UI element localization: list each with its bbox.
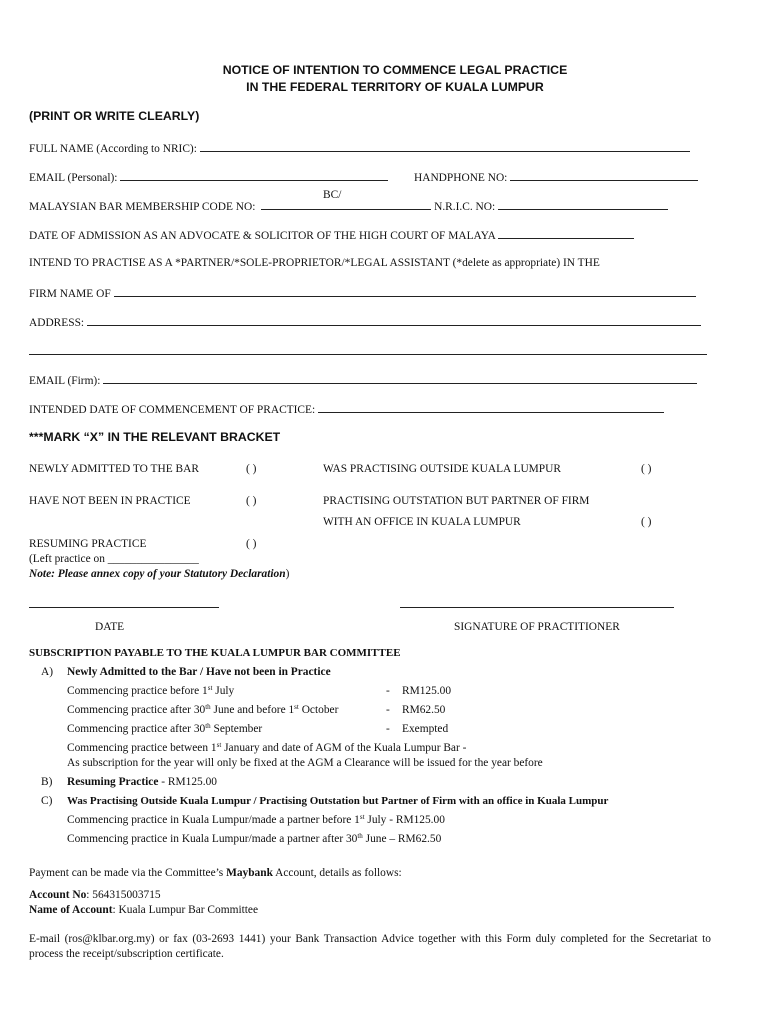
- not-in-practice-bracket[interactable]: ( ): [246, 495, 257, 507]
- email-personal-row: [29, 170, 388, 184]
- handphone-label: HANDPHONE NO:: [414, 172, 508, 184]
- section-b-amount: - RM125.00: [158, 776, 217, 788]
- statutory-note-text: Note: Please annex copy of your Statutory Declaration: [29, 568, 286, 580]
- address-row: [29, 315, 701, 329]
- fee-row: [67, 685, 527, 697]
- account-name-value: : Kuala Lumpur Bar Committee: [112, 904, 259, 916]
- bank-name: Maybank: [226, 867, 273, 879]
- intended-date-row: [29, 402, 664, 416]
- resuming-bracket[interactable]: ( ): [246, 538, 257, 550]
- intended-date-label: INTENDED DATE OF COMMENCEMENT OF PRACTICE:: [29, 404, 316, 416]
- date-label: DATE: [95, 621, 125, 633]
- account-no-row: [29, 889, 161, 901]
- resuming-label: RESUMING PRACTICE: [29, 538, 147, 550]
- membership-line[interactable]: [261, 199, 431, 210]
- form-title-line1: NOTICE OF INTENTION TO COMMENCE LEGAL PRACTICE: [222, 63, 568, 77]
- fee-row-amount: Exempted: [402, 723, 449, 735]
- payment-line: Payment can be made via the Committee’s Maybank Account, details as follows:: [29, 867, 402, 879]
- email-personal-label: EMAIL (Personal):: [29, 172, 118, 184]
- section-c-row-1: Commencing practice in Kuala Lumpur/made a partner before 1st July - RM125.00: [67, 813, 445, 826]
- statutory-note: [29, 568, 289, 580]
- admission-row: [29, 228, 634, 242]
- intend-statement: INTEND TO PRACTISE AS A *PARTNER/*SOLE-PROPRIETOR/*LEGAL ASSISTANT (*delete as appropriate) IN THE: [29, 257, 600, 269]
- outstation-label-1: PRACTISING OUTSTATION BUT PARTNER OF FIRM: [323, 495, 590, 507]
- agm-line-1: Commencing practice between 1st January and date of AGM of the Kuala Lumpur Bar -: [67, 741, 467, 754]
- nric-line[interactable]: [498, 199, 668, 210]
- full-name-row: [29, 141, 690, 155]
- mark-x-heading: ***MARK “X” IN THE RELEVANT BRACKET: [29, 430, 281, 444]
- agm-line-2: As subscription for the year will only be fixed at the AGM a Clearance will be issued for the year before: [67, 757, 543, 769]
- section-b-title: Resuming Practice: [67, 776, 159, 788]
- not-in-practice-label: HAVE NOT BEEN IN PRACTICE: [29, 495, 191, 507]
- membership-row: [29, 199, 668, 213]
- date-signature-line[interactable]: [29, 607, 219, 608]
- fee-row-desc: Commencing practice before 1st July: [67, 684, 235, 697]
- fee-row: [67, 723, 527, 735]
- section-a-title: Newly Admitted to the Bar / Have not been in Practice: [67, 666, 331, 678]
- intended-date-line[interactable]: [318, 402, 664, 413]
- address-row-2: [29, 344, 707, 358]
- section-c-title: Was Practising Outside Kuala Lumpur / Practising Outstation but Partner of Firm with an office in Kuala Lumpur: [67, 795, 609, 807]
- newly-admitted-label: NEWLY ADMITTED TO THE BAR: [29, 463, 199, 475]
- left-practice-line[interactable]: (Left practice on ________________: [29, 553, 199, 565]
- signature-label: SIGNATURE OF PRACTITIONER: [454, 621, 620, 633]
- full-name-line[interactable]: [200, 141, 690, 152]
- fee-row-dash: -: [386, 723, 390, 735]
- handphone-row: [414, 170, 698, 184]
- fee-row-dash: -: [386, 685, 390, 697]
- print-clearly-note: (PRINT OR WRITE CLEARLY): [29, 109, 200, 123]
- fee-row-amount: RM62.50: [402, 704, 446, 716]
- account-no-label: Account No: [29, 889, 87, 901]
- outstation-label-2: WITH AN OFFICE IN KUALA LUMPUR: [323, 516, 521, 528]
- outstation-bracket[interactable]: ( ): [641, 516, 652, 528]
- fee-row-desc: Commencing practice after 30th June and before 1st October: [67, 703, 339, 716]
- fee-row-amount: RM125.00: [402, 685, 452, 697]
- address-label: ADDRESS:: [29, 317, 85, 329]
- nric-label: N.R.I.C. NO:: [434, 201, 496, 213]
- full-name-label: FULL NAME (According to NRIC):: [29, 143, 197, 155]
- email-fax-instructions: E-mail (ros@klbar.org.my) or fax (03-2693 1441) your Bank Transaction Advice together with this Form duly completed for the Secretariat to process the receipt/subscription certificate.: [29, 933, 711, 960]
- email-personal-line[interactable]: [120, 170, 388, 181]
- handphone-line[interactable]: [510, 170, 698, 181]
- newly-admitted-bracket[interactable]: ( ): [246, 463, 257, 475]
- admission-label: DATE OF ADMISSION AS AN ADVOCATE & SOLICITOR OF THE HIGH COURT OF MALAYA: [29, 230, 496, 242]
- email-firm-row: [29, 373, 697, 387]
- statutory-note-close: ): [285, 568, 290, 580]
- section-b-row: [67, 776, 217, 788]
- section-b-letter: B): [41, 776, 53, 788]
- fee-row: [67, 704, 527, 716]
- address-line-2[interactable]: [29, 344, 707, 355]
- outside-kl-bracket[interactable]: ( ): [641, 463, 652, 475]
- admission-line[interactable]: [498, 228, 634, 239]
- firm-name-row: [29, 286, 696, 300]
- section-c-letter: C): [41, 795, 53, 807]
- firm-name-line[interactable]: [114, 286, 696, 297]
- account-name-row: [29, 904, 258, 916]
- address-line-1[interactable]: [87, 315, 701, 326]
- fee-row-dash: -: [386, 704, 390, 716]
- account-name-label: Name of Account: [29, 904, 113, 916]
- subscription-heading: SUBSCRIPTION PAYABLE TO THE KUALA LUMPUR BAR COMMITTEE: [29, 647, 401, 659]
- bc-prefix: BC/: [323, 189, 342, 201]
- email-firm-label: EMAIL (Firm):: [29, 375, 101, 387]
- form-title-line2: IN THE FEDERAL TERRITORY OF KUALA LUMPUR: [246, 80, 544, 94]
- practitioner-signature-line[interactable]: [400, 607, 674, 608]
- fee-row-desc: Commencing practice after 30th September: [67, 722, 263, 735]
- section-c-row-2: Commencing practice in Kuala Lumpur/made a partner after 30th June – RM62.50: [67, 832, 442, 845]
- email-firm-line[interactable]: [103, 373, 697, 384]
- firm-name-label: FIRM NAME OF: [29, 288, 111, 300]
- membership-label: MALAYSIAN BAR MEMBERSHIP CODE NO:: [29, 201, 256, 213]
- outside-kl-label: WAS PRACTISING OUTSIDE KUALA LUMPUR: [323, 463, 561, 475]
- section-a-letter: A): [41, 666, 54, 678]
- account-no-value: : 564315003715: [86, 889, 161, 901]
